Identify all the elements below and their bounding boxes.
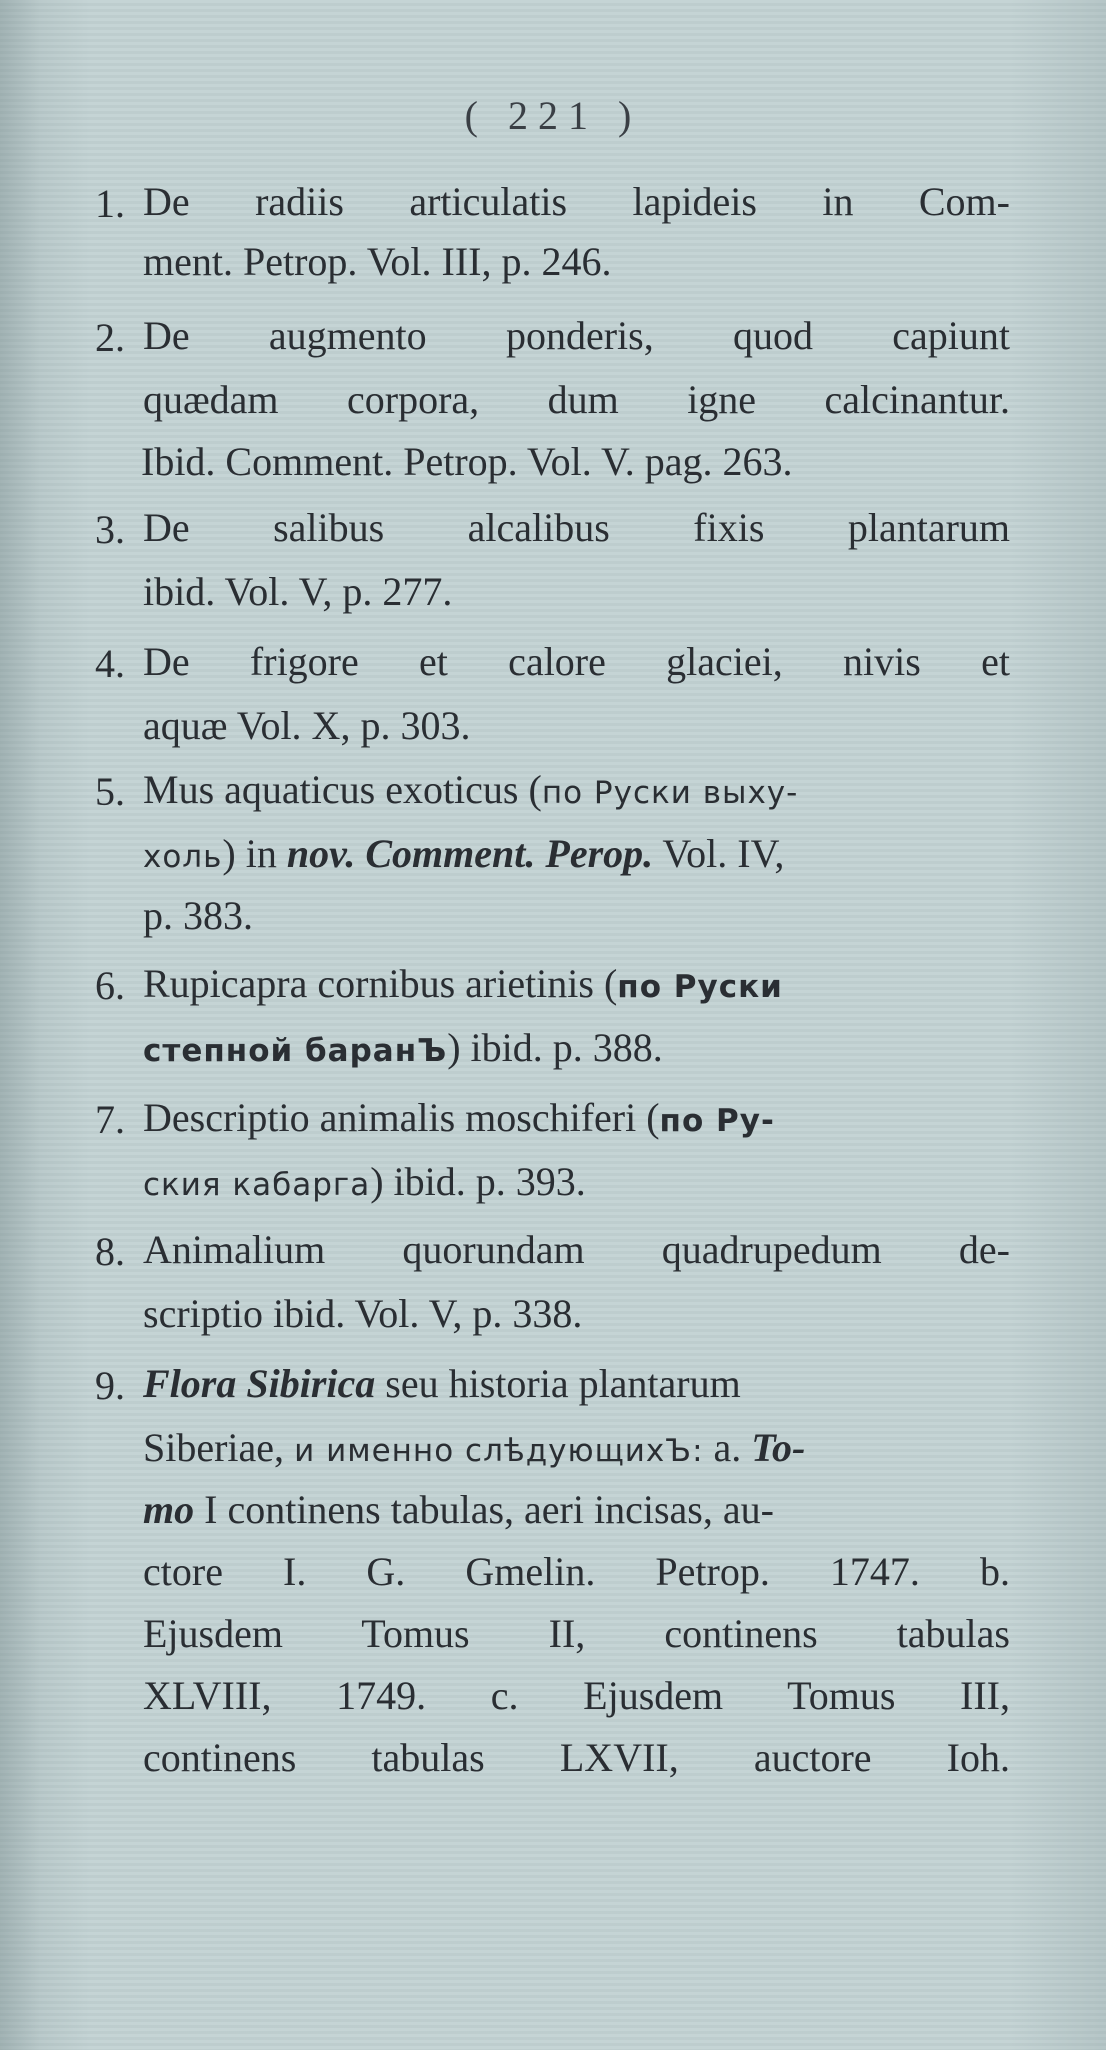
item-text: seu historia plantarum <box>375 1361 741 1406</box>
item-text: Vol. IV, <box>653 831 785 876</box>
item-text: ) in <box>222 831 287 876</box>
item-line: Animalium quorundam quadrupedum de- <box>143 1227 1010 1272</box>
item-line <box>143 1090 775 1146</box>
page-gutter-shadow <box>0 0 40 2050</box>
item-line: continens tabulas LXVII, auctore Ioh. <box>143 1735 1010 1780</box>
item-number: 4. <box>95 641 125 686</box>
item-line <box>143 826 784 882</box>
page-number: ( 221 ) <box>464 93 642 138</box>
item-text: ) ibid. p. 388. <box>447 1025 663 1070</box>
item-line: ctore I. G. Gmelin. Petrop. 1747. b. <box>143 1549 1010 1594</box>
russian-gloss: по Ру- <box>659 1103 775 1139</box>
item-number: 7. <box>95 1097 125 1142</box>
item-line: Ejusdem Tomus II, continens tabulas <box>143 1611 1010 1656</box>
item-number: 5. <box>95 769 125 814</box>
item-line <box>143 1482 774 1538</box>
item-line: ibid. Vol. V, p. 277. <box>143 569 453 614</box>
item-line: quædam corpora, dum igne calcinantur. <box>143 377 1010 422</box>
item-line: De frigore et calore glaciei, nivis et <box>143 639 1010 684</box>
item-line: De augmento ponderis, quod capiunt <box>143 313 1010 358</box>
item-line: aquæ Vol. X, p. 303. <box>143 703 471 748</box>
item-text: a. <box>703 1425 752 1470</box>
item-line: ment. Petrop. Vol. III, p. 246. <box>143 239 612 284</box>
russian-gloss: по Руски выху- <box>541 775 799 811</box>
russian-gloss: холь <box>143 839 223 875</box>
item-line <box>143 1420 805 1476</box>
item-number: 3. <box>95 507 125 552</box>
russian-gloss: степной баранЪ <box>143 1033 448 1069</box>
item-number: 8. <box>95 1229 125 1274</box>
book-title: Flora Sibirica <box>143 1361 376 1406</box>
item-number: 1. <box>95 181 125 226</box>
item-text: Descriptio animalis moschiferi ( <box>143 1095 660 1140</box>
item-text: I continens tabulas, aeri incisas, au- <box>194 1487 774 1532</box>
item-line: p. 383. <box>143 893 253 938</box>
item-line <box>143 762 798 818</box>
item-number: 9. <box>95 1363 125 1408</box>
item-line: XLVIII, 1749. c. Ejusdem Tomus III, <box>143 1673 1010 1718</box>
item-number: 2. <box>95 315 125 360</box>
item-line <box>143 1356 741 1412</box>
item-text: ) ibid. p. 393. <box>370 1159 586 1204</box>
russian-gloss: ския кабарга <box>143 1167 371 1203</box>
item-line: De radiis articulatis lapideis in Com- <box>143 179 1010 224</box>
item-line <box>143 1154 586 1210</box>
russian-gloss: и именно слѣдующихЪ: <box>294 1433 704 1469</box>
item-text: Mus aquaticus exoticus ( <box>143 767 542 812</box>
italic-text: To- <box>751 1425 806 1470</box>
item-text: Rupicapra cornibus arietinis ( <box>143 961 618 1006</box>
item-line: De salibus alcalibus fixis plantarum <box>143 505 1010 550</box>
item-line <box>143 956 783 1012</box>
item-text: Siberiae, <box>143 1425 295 1470</box>
item-line: Ibid. Comment. Petrop. Vol. V. pag. 263. <box>141 439 793 484</box>
item-number: 6. <box>95 963 125 1008</box>
journal-title: nov. Comment. Perop. <box>286 831 654 876</box>
russian-gloss: по Руски <box>617 969 783 1005</box>
italic-text: mo <box>143 1487 195 1532</box>
item-line: scriptio ibid. Vol. V, p. 338. <box>143 1291 583 1336</box>
item-line <box>143 1020 663 1076</box>
